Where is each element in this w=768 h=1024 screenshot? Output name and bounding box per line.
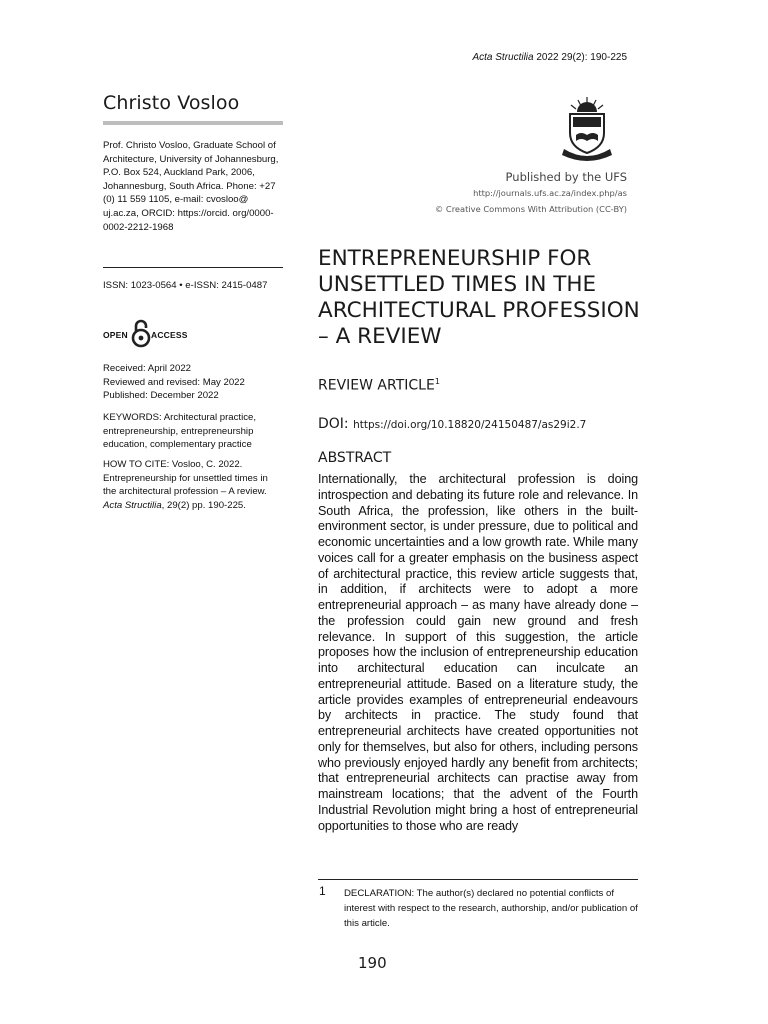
published-date: Published: December 2022 — [103, 390, 219, 402]
ufs-crest-logo — [556, 95, 618, 165]
keywords: KEYWORDS: Architectural practice, entrepreneurship, entrepreneurship education, complementary practice — [103, 412, 257, 451]
article-title — [318, 246, 648, 350]
page-number: 190 — [358, 954, 387, 972]
abstract-text: Internationally, the architectural profession is doing introspection and debating its future role and relevance. In South Africa, the profession, like others in the built-environment sector, is under pressure, due to political and economic uncertainties and a low growth rate. While many voices call for a greater emphasis on the business aspect of architectural practice, this review article suggests that, in addition, if architects were to adopt a more entrepreneurial approach – as many have already done – the profession could gain new ground and fresh relevance. In support of this suggestion, the article proposes how the inclusion of entrepreneurship education into architectural education can inculcate an entrepreneurial attitude. Based on a literature study, the article provides examples of entrepreneurial endeavours by architects in practice. The study found that entrepreneurial architects have created opportunities not only for themselves, but also for others, including persons who previously enjoyed hardly any benefit from architects; that entrepreneurial architects can practise away from mainstream locations; that the advent of the Fourth Industrial Revolution might bring a host of entrepreneurial opportunities to those who are ready — [318, 472, 638, 833]
author-divider — [103, 121, 283, 125]
publication-dates — [103, 362, 283, 403]
title-line: ENTREPRENEURSHIP FOR — [318, 246, 592, 271]
doi-link[interactable]: https://doi.org/10.18820/24150487/as29i2.7 — [353, 419, 587, 431]
how-to-cite — [103, 458, 283, 512]
running-head — [472, 52, 627, 63]
how-to-cite-prefix: HOW TO CITE: Vosloo, C. 2022. Entrepreneurship for unsettled times in the architectural profession – A review. — [103, 459, 268, 498]
journal-citation: 2022 29(2): 190-225 — [536, 52, 627, 63]
received-date: Received: April 2022 — [103, 363, 191, 374]
affiliation-divider — [103, 267, 283, 268]
author-affiliation: Prof. Christo Vosloo, Graduate School of Architecture, University of Johannesburg, P.O. Box 524, Auckland Park, 2006, Johannesburg, South Africa. Phone: +27 (0) 11 559 1105, e-mail: cvosloo@ uj.ac.za, ORCID: https://orcid. org/0000-0002-2212-1968 — [103, 140, 279, 233]
footnote-reference[interactable]: 1 — [434, 377, 440, 386]
how-to-cite-suffix: , 29(2) pp. 190-225. — [161, 499, 246, 511]
footnote-divider — [318, 879, 638, 880]
open-access-right-text: ACCESS — [151, 330, 188, 340]
publisher-url[interactable]: http://journals.ufs.ac.za/index.php/as — [473, 188, 627, 198]
license-statement: © Creative Commons With Attribution (CC-BY) — [434, 204, 627, 214]
open-access-left-text: OPEN — [103, 330, 128, 340]
article-type — [318, 377, 440, 394]
how-to-cite-journal: Acta Structilia — [103, 499, 162, 511]
doi-label: DOI: — [318, 416, 354, 432]
open-lock-icon — [131, 318, 151, 348]
open-access-logo — [103, 318, 203, 348]
title-line: ARCHITECTURAL PROFESSION — [318, 298, 640, 323]
footnote-number: 1 — [319, 884, 326, 898]
doi — [318, 413, 586, 432]
journal-name: Acta Structilia — [472, 52, 534, 63]
title-line: – A REVIEW — [318, 324, 442, 349]
reviewed-date: Reviewed and revised: May 2022 — [103, 376, 245, 388]
author-name: Christo Vosloo — [103, 92, 240, 114]
publisher-line: Published by the UFS — [505, 170, 627, 184]
footnote-text: DECLARATION: The author(s) declared no potential conflicts of interest with respect to the research, authorship, and/or publication of this article. — [344, 888, 638, 929]
title-line: UNSETTLED TIMES IN THE — [318, 272, 597, 297]
abstract-heading: ABSTRACT — [318, 450, 392, 466]
article-type-label: REVIEW ARTICLE — [318, 377, 435, 394]
issn: ISSN: 1023-0564 • e-ISSN: 2415-0487 — [103, 280, 268, 291]
university-crest-icon — [556, 95, 618, 165]
